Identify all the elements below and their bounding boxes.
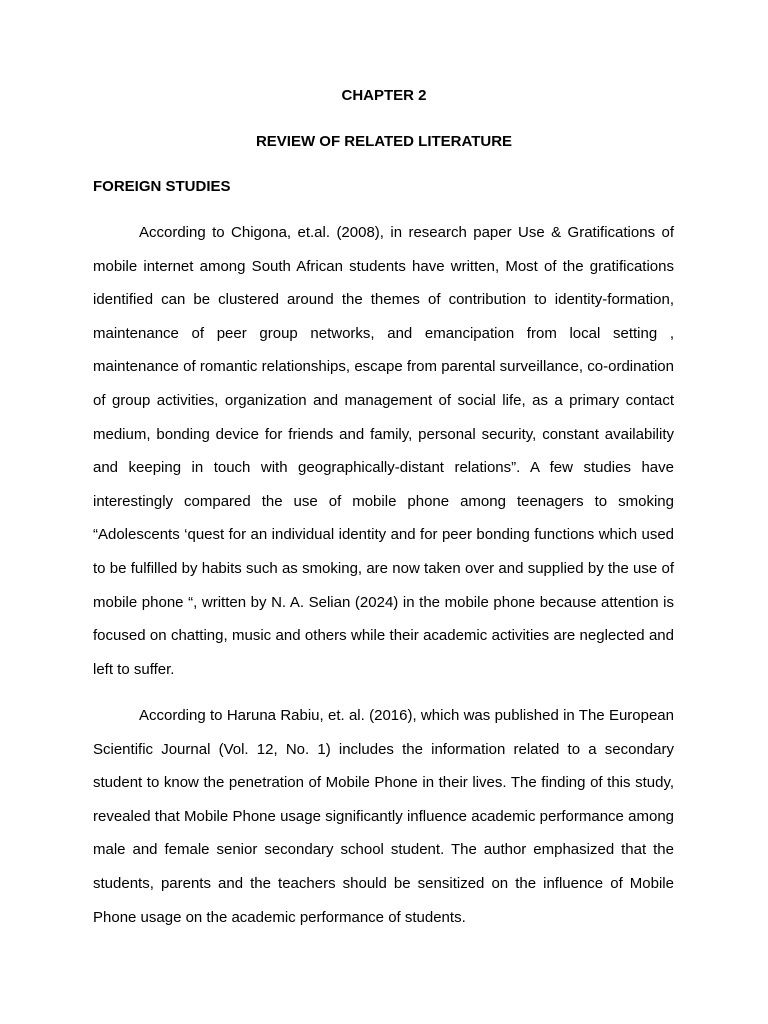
chapter-label: CHAPTER 2 <box>341 87 427 104</box>
chapter-title: REVIEW OF RELATED LITERATURE <box>255 133 513 150</box>
section-title: FOREIGN STUDIES <box>93 178 231 195</box>
body-paragraph: According to Haruna Rabiu, et. al. (2016), which was published in The European Scientific Journal (Vol. 12, No. 1) includes the information related to a secondary student to know the penetration of Mobile Phone in their lives. The finding of this study, revealed that Mobile Phone usage significantly influence academic performance among male and female senior secondary school student. The author emphasized that the students, parents and the teachers should be sensitized on the influence of Mobile Phone usage on the academic performance of students. <box>93 707 674 926</box>
body-paragraph: According to Chigona, et.al. (2008), in research paper Use & Gratifications of mobile internet among South African students have written, Most of the gratifications identified can be clustered around the themes of contribution to identity-formation, maintenance of peer group networks, and emancipation from local setting , maintenance of romantic relationships, escape from parental surveillance, co-ordination of group activities, organization and management of social life, as a primary contact medium, bonding device for friends and family, personal security, constant availability and keeping in touch with geographically-distant relations”. A few studies have interestingly compared the use of mobile phone among teenagers to smoking “Adolescents ‘quest for an individual identity and for peer bonding functions which used to be fulfilled by habits such as smoking, are now taken over and supplied by the use of mobile phone “, written by N. A. Selian (2024) in the mobile phone because attention is focused on chatting, music and others while their academic activities are neglected and left to suffer. <box>93 224 674 678</box>
